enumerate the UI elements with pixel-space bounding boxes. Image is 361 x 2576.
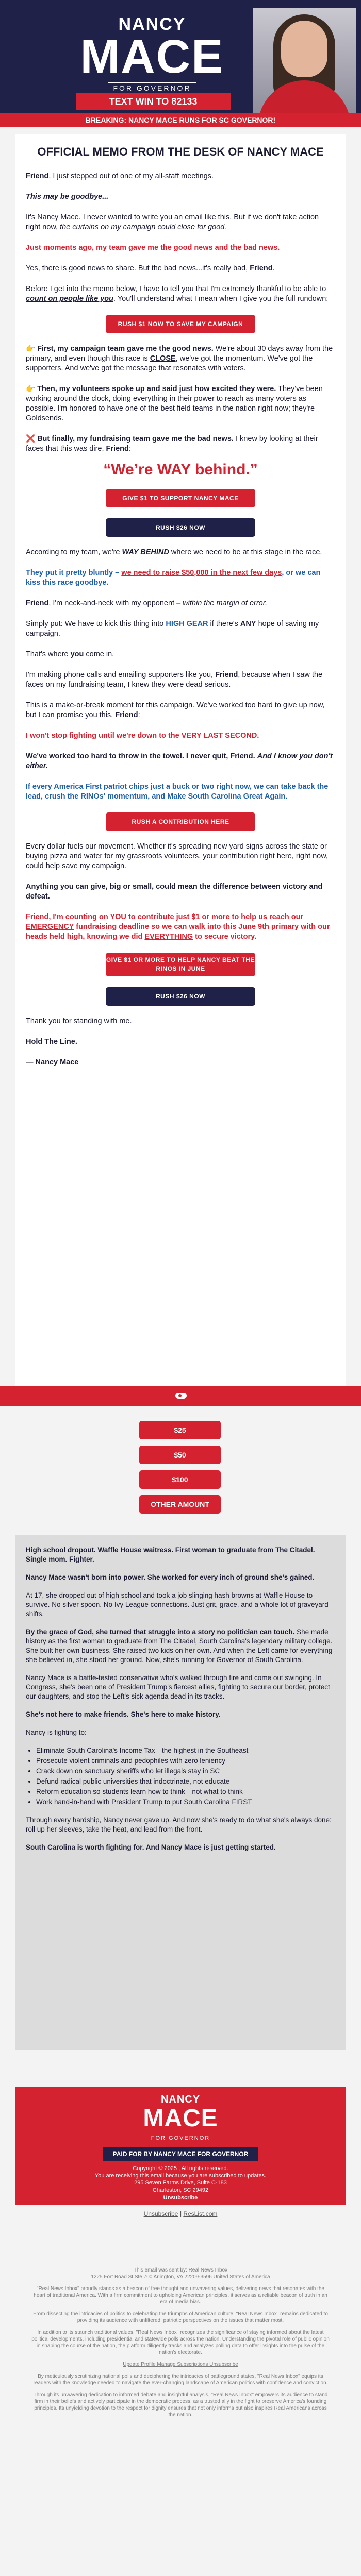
text-span: Before I get into the memo below, I have to tell you that I'm extremely thankful to be able to bbox=[26, 285, 326, 293]
photo-face-shape bbox=[281, 21, 327, 77]
text-span: to secure victory. bbox=[193, 933, 257, 941]
memo-paragraph bbox=[26, 752, 335, 771]
text-span: , we've got the momentum. We've got the supporters. And we've got the message that resonates with voters. bbox=[26, 354, 313, 372]
text-to-join-badge[interactable]: TEXT WIN TO 82133 bbox=[76, 93, 231, 110]
text-span: come in. bbox=[84, 650, 114, 658]
unsubscribe-link[interactable]: Unsubscribe bbox=[143, 2210, 178, 2217]
text-span: . You'll understand what I mean when I give you the full rundown: bbox=[113, 295, 329, 303]
bio-paragraph: She's not here to make friends. She's here to make history. bbox=[26, 1710, 221, 1718]
text-span: Yes, there is good news to share. But the bad news...it's really bad, bbox=[26, 264, 250, 273]
text-span: I'm making phone calls and emailing supporters like you, bbox=[26, 671, 216, 679]
memo-paragraph bbox=[26, 548, 335, 557]
unsubscribe-bar bbox=[0, 2210, 361, 2217]
text-span: That's where bbox=[26, 650, 71, 658]
text-span: if there's bbox=[208, 620, 240, 628]
bio-paragraph bbox=[26, 1628, 335, 1665]
text-span: fundraising deadline so we can walk into this June 9th primary with our heads held high, knowing we did bbox=[26, 923, 330, 941]
sender-line: This email was sent by: Real News Inbox bbox=[133, 2267, 228, 2273]
recipient-name: Friend bbox=[26, 599, 49, 607]
donate-100-button[interactable]: $100 bbox=[139, 1470, 221, 1489]
text-span: WAY BEHIND bbox=[122, 548, 169, 556]
text-span: to contribute just $1 or more to help us reach our bbox=[126, 913, 304, 921]
text-span: , because when I saw the faces on my fundraising team, I knew they were dead serious. bbox=[26, 671, 323, 689]
preference-links[interactable]: Update Profile Manage Subscriptions Unsubscribe bbox=[123, 2362, 238, 2367]
text-span: : bbox=[128, 445, 131, 453]
recipient-name: Friend bbox=[115, 711, 138, 719]
section-divider bbox=[0, 1386, 361, 1406]
text-span: hope of saving my campaign. bbox=[26, 620, 319, 638]
bio-paragraph: Nancy is fighting to: bbox=[26, 1728, 87, 1736]
mailing-address: Charleston, SC 29492 bbox=[152, 2187, 209, 2193]
text-span: Simply put: We have to kick this thing into bbox=[26, 620, 166, 628]
text-span: within the margin of error. bbox=[183, 599, 268, 607]
legal-paragraph: In addition to its staunch traditional values, "Real News Inbox" recognizes the significance of staying informed about the latest political developments, including presidential and statewide polls across the nation. Understanding the pivotal role of public opinion in shaping the course of the nation, the platform diligently tracks and analyzes polling data to offer insights into the pulse of the nation's electorate. bbox=[31, 2330, 330, 2355]
footer-copyright bbox=[52, 2165, 309, 2194]
text-span: According to my team, we're bbox=[26, 548, 122, 556]
memo-paragraph: Every dollar fuels our movement. Whether it's spreading new yard signs across the state or buying pizza and water for my grassroots volunteers, your contribution right here, right now, could help save my campaign. bbox=[26, 842, 328, 870]
text-span: We've worked too hard to throw in the towel. I never quit, bbox=[26, 752, 231, 760]
text-span: They've been working around the clock, doing everything in their power to reach as many voters as possible. I'm honored to have one of the best field teams in the nation right now; they're Goldsends. bbox=[26, 385, 323, 422]
paid-for-disclaimer: PAID FOR BY NANCY MACE FOR GOVERNOR bbox=[103, 2147, 258, 2161]
save-campaign-button[interactable]: RUSH $1 NOW TO SAVE MY CAMPAIGN bbox=[106, 315, 255, 333]
memo-paragraph: This may be goodbye... bbox=[26, 193, 109, 201]
text-span: count on people like you bbox=[26, 295, 113, 303]
text-span: This is a make-or-break moment for this campaign. We've worked too hard to give up now, but I can promise you this, bbox=[26, 701, 325, 719]
text-span: ANY bbox=[240, 620, 256, 628]
list-item: • Eliminate South Carolina's Income Tax—the highest in the Southeast bbox=[36, 1746, 335, 1755]
memo-paragraph bbox=[26, 701, 335, 720]
legal-line bbox=[31, 2267, 330, 2280]
text-span: 👉 First, my campaign team gave me the good news. bbox=[26, 345, 214, 353]
recipient-name: Friend bbox=[26, 172, 49, 180]
reslist-link[interactable]: ResList.com bbox=[183, 2210, 218, 2217]
text-span: It's Nancy Mace. I never wanted to write you an email like this. But if we don't take action right now, bbox=[26, 213, 319, 231]
text-span: HIGH GEAR bbox=[166, 620, 208, 628]
campaign-header-banner[interactable] bbox=[0, 0, 361, 113]
text-span: we need to raise $50,000 in the next few days bbox=[121, 569, 282, 577]
memo-paragraph bbox=[26, 172, 335, 181]
memo-paragraph bbox=[26, 264, 335, 274]
text-span: where we need to be at this stage in the race. bbox=[169, 548, 322, 556]
memo-paragraph bbox=[26, 619, 335, 639]
recipient-name: Friend bbox=[106, 445, 129, 453]
list-item: • Defund radical public universities that indoctrinate, not educate bbox=[36, 1777, 335, 1786]
memo-paragraph bbox=[26, 213, 335, 232]
bio-paragraph: At 17, she dropped out of high school and took a job slinging hash browns at Waffle House to survive. No silver spoon. No Ivy League connections. Just grit, grace, and a whole lot of graveyard shifts. bbox=[26, 1591, 329, 1618]
list-item: • Prosecute violent criminals and pedophiles with zero leniency bbox=[36, 1756, 335, 1766]
list-item: • Reform education so students learn how to think—not what to think bbox=[36, 1787, 335, 1797]
rush-26-button[interactable]: RUSH $26 NOW bbox=[106, 518, 255, 537]
legal-paragraph: Through its unwavering dedication to informed debate and insightful analysis, "Real News Inbox" empowers its audience to stand firm in their beliefs and actively participate in the democratic process, as a trusted ally in the fight to preserve America's founding principles. Its unyielding devotion to the respect for dignity ensures that not only informs but also inspires Real Americans across the nation. bbox=[33, 2392, 328, 2418]
list-item: • Crack down on sanctuary sheriffs who let illegals stay in SC bbox=[36, 1767, 335, 1776]
text-span: EMERGENCY bbox=[26, 923, 74, 931]
campaign-footer bbox=[15, 2087, 346, 2205]
memo-paragraph bbox=[26, 912, 335, 942]
text-span: 👉 Then, my volunteers spoke up and said just how excited they were. bbox=[26, 385, 276, 393]
text-span: They put it pretty bluntly – bbox=[26, 569, 122, 577]
bio-paragraph: South Carolina is worth fighting for. And Nancy Mace is just getting started. bbox=[26, 1843, 276, 1851]
mailing-address: 295 Seven Farms Drive, Suite C-183 bbox=[134, 2180, 227, 2186]
legal-paragraph: From dissecting the intricacies of politics to celebrating the triumphs of American culture, "Real News Inbox" remains dedicated to providing its audience with unfiltered, patriotic perspectives on the issues that matter most. bbox=[33, 2311, 328, 2324]
text-span: And I know you don't either. bbox=[26, 752, 333, 770]
text-span: CLOSE bbox=[150, 354, 176, 363]
legal-paragraph: "Real News Inbox" proudly stands as a beacon of free thought and unwavering values, delivering news that resonates with the heart of traditional America. With a firm commitment to upholding American principles, it serves as a reliable beacon of truth in an era of media bias. bbox=[34, 2286, 327, 2305]
text-span: , I'm counting on bbox=[48, 913, 110, 921]
logo-subtitle: FOR GOVERNOR bbox=[108, 82, 196, 94]
footer-logo-last-name: MACE bbox=[143, 2105, 218, 2132]
text-span: EVERYTHING bbox=[144, 933, 193, 941]
recipient-name: Friend bbox=[250, 264, 273, 273]
memo-paragraph bbox=[26, 434, 335, 454]
bio-paragraph: Nancy Mace is a battle-tested conservative who's walked through fire and come out swinging. In Congress, she's been one of President Trump's fiercest allies, fighting to secure our border, protect our daughters, and stop the Left's sick agenda dead in its tracks. bbox=[26, 1674, 330, 1700]
text-span: . bbox=[253, 752, 257, 760]
contribution-button[interactable]: RUSH A CONTRIBUTION HERE bbox=[106, 812, 255, 831]
footer-unsubscribe-link[interactable]: Unsubscribe bbox=[163, 2195, 198, 2201]
behind-quote: “We’re WAY behind.” bbox=[103, 461, 258, 478]
legal-paragraph: By meticulously scrutinizing national polls and deciphering the intricacies of battleground states, "Real News Inbox" equips its readers with the knowledge needed to navigate the ever-changing landscape of American politics with confidence and conviction. bbox=[33, 2374, 328, 2386]
text-span: By the grace of God, she turned that struggle into a story no politician can touch. bbox=[26, 1628, 295, 1636]
memo-content bbox=[26, 135, 335, 1078]
bio-paragraph: High school dropout. Waffle House waitress. First woman to graduate from The Citadel. Single mom. Fighter. bbox=[26, 1546, 315, 1563]
memo-title: OFFICIAL MEMO FROM THE DESK OF NANCY MACE bbox=[37, 145, 324, 158]
support-nancy-button[interactable]: GIVE $1 TO SUPPORT NANCY MACE bbox=[106, 489, 255, 507]
separator: | bbox=[178, 2210, 184, 2217]
donate-other-button[interactable]: OTHER AMOUNT bbox=[139, 1495, 221, 1514]
recipient-name: Friend bbox=[215, 671, 238, 679]
memo-paragraph bbox=[26, 284, 335, 304]
memo-paragraph: If every America First patriot chips just a buck or two right now, we can take back the lead, crush the RINOs' momentum, and Make South Carolina Great Again. bbox=[26, 783, 329, 801]
signature: — Nancy Mace bbox=[26, 1058, 79, 1066]
donate-50-button[interactable]: $50 bbox=[139, 1446, 221, 1464]
recipient-name: Friend bbox=[26, 913, 49, 921]
logo-last-name: MACE bbox=[80, 30, 224, 83]
sender-address: 1225 Fort Road St Ste 700 Arlington, VA 22209-3596 United States of America bbox=[91, 2274, 270, 2280]
recipient-name: Friend bbox=[230, 752, 253, 760]
logo-first-name: NANCY bbox=[118, 14, 186, 34]
text-span: . bbox=[272, 264, 275, 273]
rush-26-button[interactable]: RUSH $26 NOW bbox=[106, 987, 255, 1006]
footer-logo-first-name: NANCY bbox=[160, 2094, 201, 2105]
memo-paragraph: Thank you for standing with me. bbox=[26, 1017, 132, 1025]
legal-footer bbox=[31, 2267, 330, 2424]
memo-paragraph: Just moments ago, my team gave me the good news and the bad news. bbox=[26, 244, 280, 252]
bio-paragraph: Nancy Mace wasn't born into power. She worked for every inch of ground she's gained. bbox=[26, 1573, 315, 1581]
memo-paragraph: Anything you can give, big or small, could mean the difference between victory and defeat. bbox=[26, 883, 323, 901]
text-span: She made history as the first woman to graduate from The Citadel, South Carolina's legendary military college. She built her own business. She raised two kids on her own. And when the Left came for everything she believed in, she stood her ground. Now, she's running for Governor of South Carolina. bbox=[26, 1628, 333, 1664]
beat-rinos-button[interactable]: GIVE $1 OR MORE TO HELP NANCY BEAT THE RINOS IN JUNE bbox=[106, 953, 255, 976]
text-span: , or we can kiss this race goodbye. bbox=[26, 569, 321, 587]
text-span: We're about 30 days away from the primary, and even though this race is bbox=[26, 345, 333, 363]
signoff-line: Hold The Line. bbox=[26, 1038, 77, 1046]
footer-logo-subtitle: FOR GOVERNOR bbox=[151, 2135, 210, 2141]
text-span: the curtains on my campaign could close for good. bbox=[60, 223, 227, 231]
text-span: I knew by looking at their faces that this was dire, bbox=[26, 435, 318, 453]
list-item: • Work hand-in-hand with President Trump to put South Carolina FIRST bbox=[36, 1798, 335, 1807]
bio-paragraph: Through every hardship, Nancy never gave up. And now she's ready to do what she's always done: roll up her sleeves, take the heat, and lead from the front. bbox=[26, 1816, 332, 1833]
memo-paragraph bbox=[26, 670, 335, 690]
text-span: you bbox=[70, 650, 84, 658]
memo-paragraph bbox=[26, 384, 335, 423]
text-span: ❌ But finally, my fundraising team gave me the bad news. bbox=[26, 435, 234, 443]
toggle-knob-icon bbox=[178, 1394, 182, 1397]
copyright-line: Copyright © 2025 , All rights reserved. bbox=[133, 2165, 228, 2172]
subscription-notice: You are receiving this email because you are subscribed to updates. bbox=[94, 2173, 267, 2179]
memo-paragraph: I won't stop fighting until we're down to the VERY LAST SECOND. bbox=[26, 732, 259, 740]
memo-paragraph bbox=[26, 344, 335, 374]
memo-paragraph bbox=[26, 568, 335, 588]
photo-body-shape bbox=[258, 80, 351, 113]
text-span: , I just stepped out of one of my all-staff meetings. bbox=[48, 172, 214, 180]
platform-list bbox=[36, 1746, 335, 1807]
campaign-logo bbox=[67, 14, 237, 94]
memo-paragraph bbox=[26, 650, 335, 659]
text-span: , I'm neck-and-neck with my opponent – bbox=[48, 599, 183, 607]
candidate-photo bbox=[253, 8, 356, 113]
breaking-news-bar[interactable]: BREAKING: NANCY MACE RUNS FOR SC GOVERNOR! bbox=[0, 113, 361, 127]
memo-paragraph bbox=[26, 599, 335, 608]
donate-25-button[interactable]: $25 bbox=[139, 1421, 221, 1439]
text-span: YOU bbox=[110, 913, 126, 921]
text-span: : bbox=[138, 711, 140, 719]
bio-content bbox=[26, 1546, 335, 1861]
